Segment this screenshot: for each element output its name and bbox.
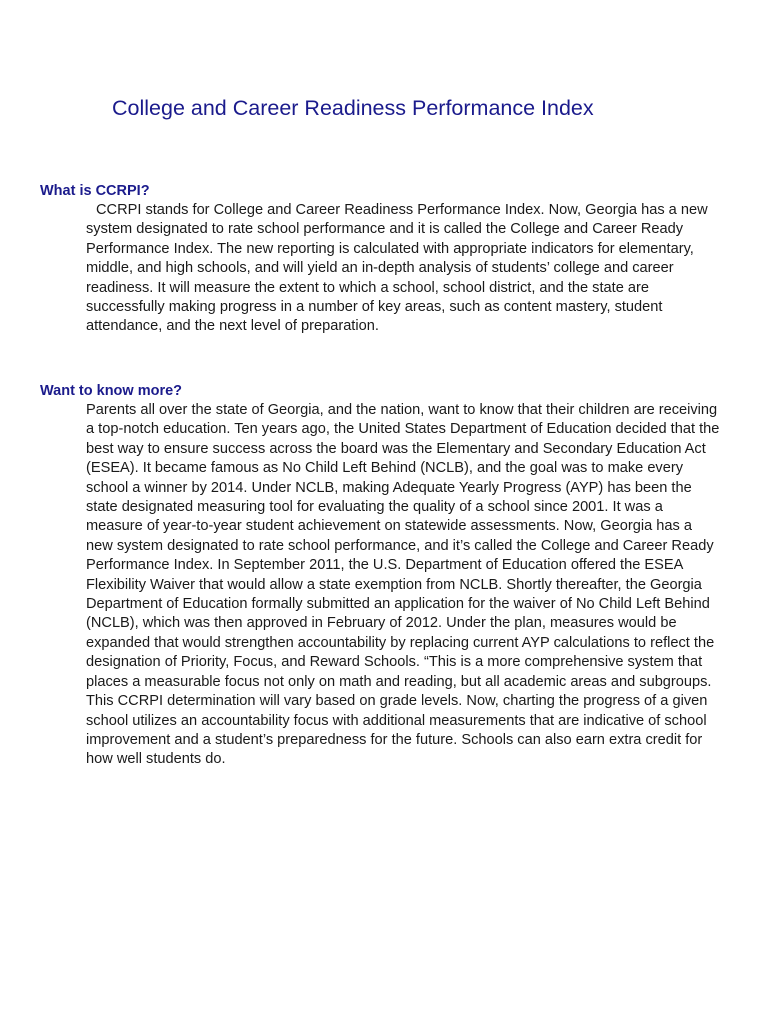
section-heading: Want to know more?: [40, 383, 183, 399]
section-want-to-know-more: [40, 382, 720, 770]
section-heading: What is CCRPI?: [40, 183, 150, 199]
section-paragraph: CCRPI stands for College and Career Readiness Performance Index. Now, Georgia has a new system designated to rate school performance and it is called the College and Career Ready Performance Index. The new reporting is calculated with appropriate indicators for elementary, middle, and high schools, and will yield an in-depth analysis of students’ college and career readiness. It will measure the extent to which a school, school district, and the state are successfully making progress in a number of key areas, such as content mastery, student attendance, and the next level of preparation.: [86, 202, 708, 335]
document-title: College and Career Readiness Performance Index: [112, 96, 594, 120]
section-what-is-ccrpi: [40, 182, 720, 337]
section-paragraph: Parents all over the state of Georgia, and the nation, want to know that their children are receiving a top-notch education. Ten years ago, the United States Department of Education decided that the best way to ensure success across the board was the Elementary and Secondary Education Act (ESEA). It became famous as No Child Left Behind (NCLB), and the goal was to make every school a winner by 2014. Under NCLB, making Adequate Yearly Progress (AYP) has been the state designated measuring tool for evaluating the quality of a school since 2001. It was a measure of year-to-year student achievement on statewide assessments. Now, Georgia has a new system designated to rate school performance, and it’s called the College and Career Ready Performance Index. In September 2011, the U.S. Department of Education offered the ESEA Flexibility Waiver that would allow a state exemption from NCLB. Shortly thereafter, the Georgia Department of Education formally submitted an application for the waiver of No Child Left Behind (NCLB), which was then approved in February of 2012. Under the plan, measures would be expanded that would strengthen accountability by replacing current AYP calculations to reflect the designation of Priority, Focus, and Reward Schools. “This is a more comprehensive system that places a measurable focus not only on math and reading, but all academic areas and subgroups. This CCRPI determination will vary based on grade levels. Now, charting the progress of a given school utilizes an accountability focus with additional measurements that are indicative of school improvement and a student’s preparedness for the future. Schools can also earn extra credit for how well students do.: [86, 402, 720, 768]
